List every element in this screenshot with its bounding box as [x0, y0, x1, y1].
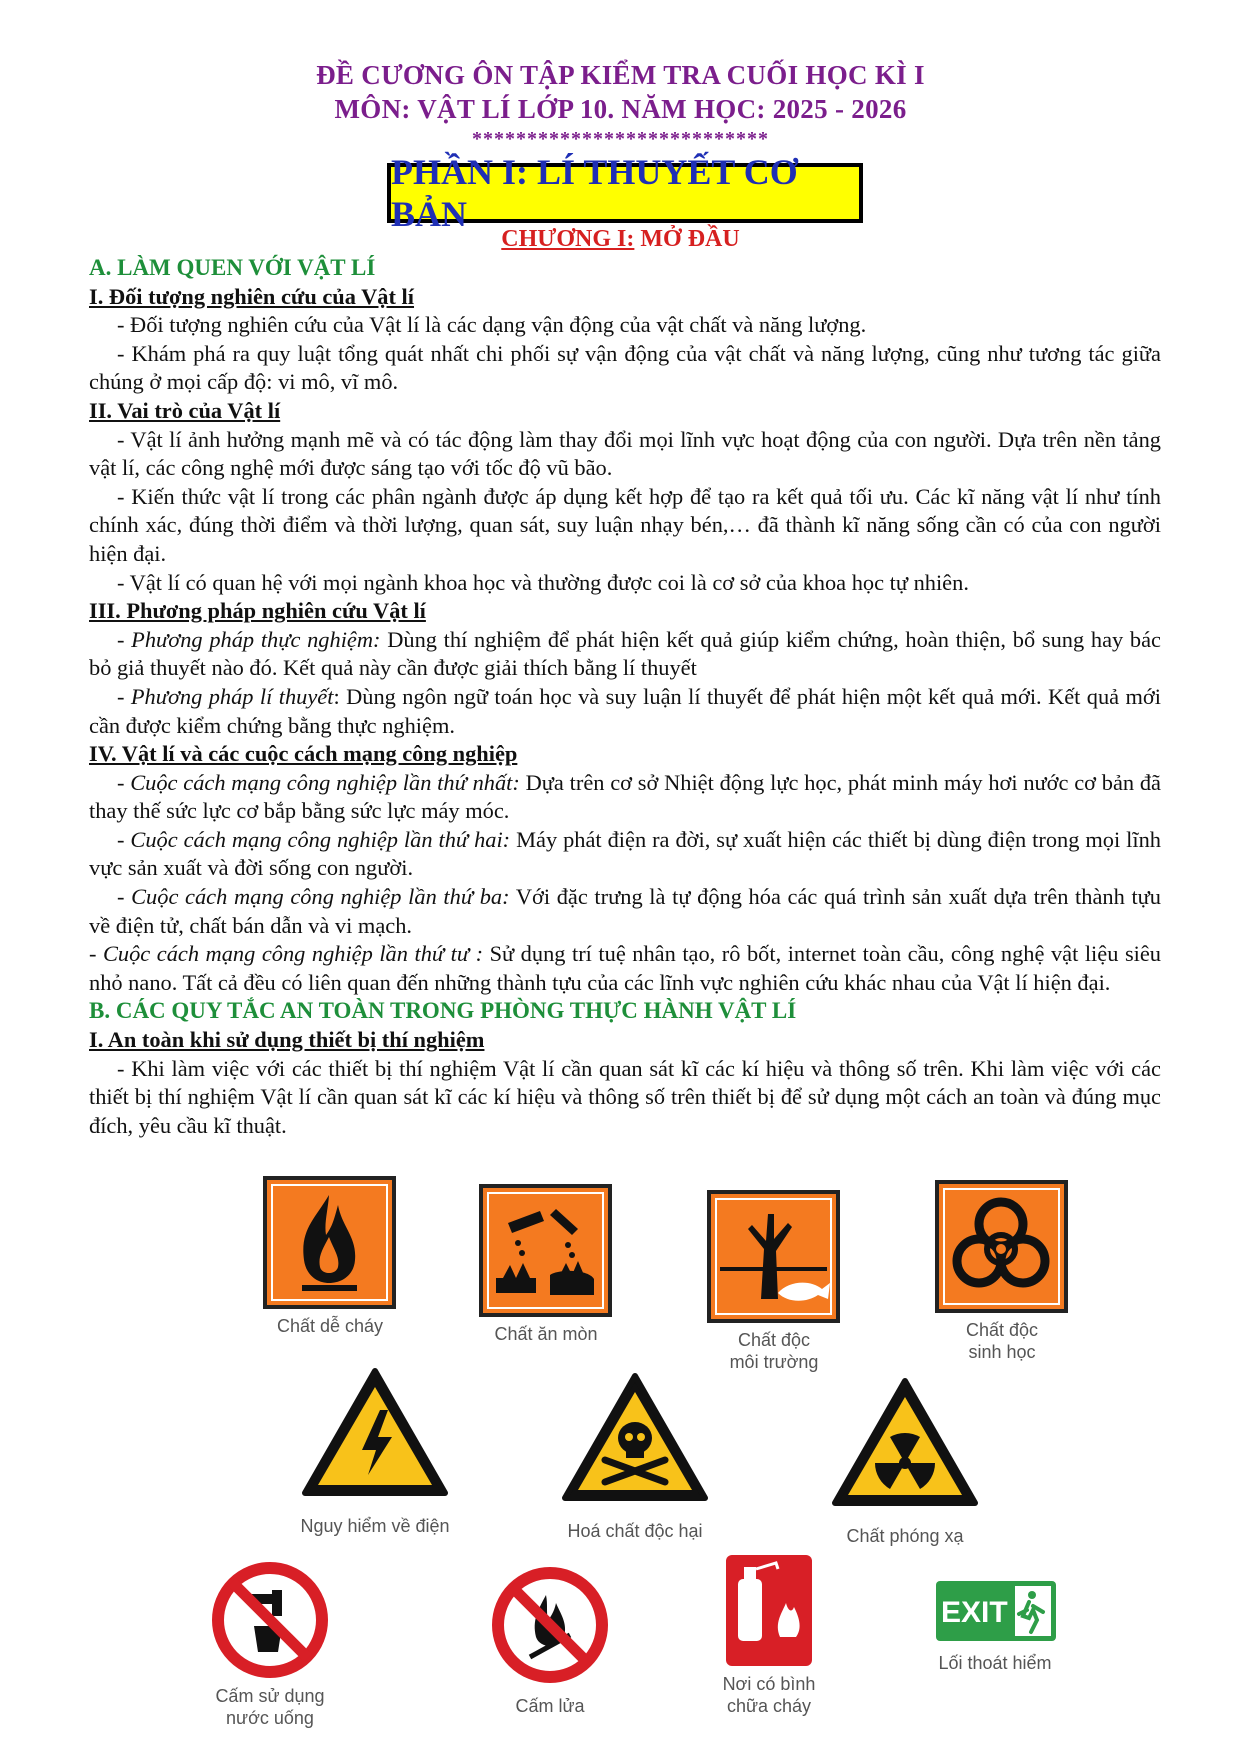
skull-crossbones-icon: [560, 1370, 710, 1505]
sign-caption: [674, 1329, 874, 1373]
env-toxic-sign: [706, 1189, 841, 1374]
definition: Máy phát điện ra đời, sự xuất hiện các thiết bị dùng điện trong mọi lĩnh vực sản xuất và đời sống con người.: [89, 826, 1162, 881]
chapter-label: CHƯƠNG I:: [501, 226, 635, 252]
no-fire-icon: [490, 1565, 610, 1685]
paragraph: [89, 826, 1161, 883]
section-a-2-title: II. Vai trò của Vật lí: [89, 397, 281, 423]
caption-line: Nơi có bình: [722, 1674, 816, 1694]
radioactive-sign: [830, 1375, 980, 1555]
section-a-1-title: I. Đối tượng nghiên cứu của Vật lí: [89, 283, 415, 309]
part-title: PHẦN I: LÍ THUYẾT CƠ BẢN: [391, 152, 798, 234]
section-a-4-title: IV. Vật lí và các cuộc cách mạng công nghiệp: [89, 741, 518, 767]
no-fire-sign: [490, 1565, 610, 1720]
doc-title-line2: MÔN: VẬT LÍ LỚP 10. NĂM HỌC: 2025 - 2026: [334, 94, 907, 124]
paragraph: [89, 626, 1161, 683]
term: - Cuộc cách mạng công nghiệp lần thứ tư :: [89, 941, 484, 967]
caption-line: sinh học: [968, 1342, 1036, 1362]
sign-caption: Cấm lửa: [515, 1696, 585, 1716]
sign-caption: [902, 1319, 1102, 1363]
exit-running-man-icon: [935, 1580, 1057, 1642]
exit-word: EXIT: [941, 1596, 1008, 1629]
part-title-box: [387, 152, 863, 234]
section-a-title: A. LÀM QUEN VỚI VẬT LÍ: [89, 255, 376, 280]
term: - Cuộc cách mạng công nghiệp lần thứ hai:: [117, 826, 511, 852]
extinguisher-sign: [722, 1553, 816, 1716]
caption-line: Chất độc: [737, 1330, 811, 1350]
caption-line: nước uống: [226, 1708, 314, 1728]
caption-line: Chất độc: [965, 1320, 1039, 1340]
body-text: [89, 254, 1161, 1140]
paragraph: - Kiến thức vật lí trong các phân ngành được áp dụng kết hợp để tạo ra kết quả tối ưu. Các kĩ năng vật lí như tính chính xác, đúng thời điểm và thời lượng, quan sát, suy luận nhạy bén,… đã thành kĩ năng sống cần có của con người hiện đại.: [89, 483, 1161, 566]
paragraph: [89, 883, 1161, 940]
stars-divider: ***************************: [472, 128, 769, 150]
section-b-title: B. CÁC QUY TẮC AN TOÀN TRONG PHÒNG THỰC HÀNH VẬT LÍ: [89, 998, 797, 1024]
dead-tree-fish-icon: [706, 1189, 841, 1324]
fire-extinguisher-icon: [724, 1553, 814, 1668]
paragraph: - Đối tượng nghiên cứu của Vật lí là các dạng vận động của vật chất và năng lượng.: [117, 312, 867, 338]
paragraph: - Khi làm việc với các thiết bị thí nghiệm Vật lí cần quan sát kĩ các kí hiệu và thông số trên. Khi làm việc với các thiết bị thí nghiệm Vật lí cần quan sát kĩ các kí hiệu và thông số trên thiết bị để sử dụng một cách an toàn và đúng mục đích, yêu cầu kĩ thuật.: [89, 1055, 1161, 1138]
sign-caption: Chất dễ cháy: [276, 1316, 384, 1336]
caption-line: môi trường: [729, 1352, 819, 1372]
flammable-sign: [262, 1175, 397, 1335]
sign-caption: Hoá chất độc hại: [567, 1521, 703, 1541]
sign-caption: Chất phóng xạ: [846, 1526, 964, 1546]
paragraph: - Khám phá ra quy luật tổng quát nhất chi phối sự vận động của vật chất và năng lượng, cũng như tương tác giữa chúng ở mọi cấp độ: vi mô, vĩ mô.: [89, 340, 1161, 395]
definition: Dựa trên cơ sở Nhiệt động lực học, phát minh máy hơi nước cơ bản đã thay thế sức lực cơ bắp bằng sức lực máy móc.: [89, 769, 1161, 824]
definition: Sử dụng trí tuệ nhân tạo, rô bốt, internet toàn cầu, công nghệ vật liệu siêu nhỏ nano. Tất cả đều có liên quan đến những thành tựu của các lĩnh vực nghiên cứu khác nhau của Vật lí hiện đại.: [89, 941, 1162, 995]
term: - Cuộc cách mạng công nghiệp lần thứ ba:: [117, 884, 510, 910]
paragraph: [89, 940, 1161, 997]
paragraph: [89, 683, 1161, 740]
paragraph: [89, 769, 1161, 826]
toxic-chemical-sign: [560, 1370, 710, 1550]
term: - Cuộc cách mạng công nghiệp lần thứ nhất:: [117, 769, 520, 795]
electric-hazard-sign: [300, 1365, 450, 1545]
safety-signs-figure: [0, 1175, 1241, 1728]
term: - Phương pháp thực nghiệm:: [117, 626, 381, 652]
sign-caption: Chất ăn mòn: [494, 1324, 598, 1344]
section-b-1-title: I. An toàn khi sử dụng thiết bị thí nghiệm: [89, 1027, 485, 1053]
chapter-name: MỞ ĐẦU: [634, 226, 740, 252]
sign-caption: [170, 1685, 370, 1729]
biohazard-sign: [934, 1179, 1069, 1364]
flame-icon: [262, 1175, 397, 1310]
radiation-icon: [830, 1375, 980, 1510]
sign-caption: Nguy hiểm về điện: [300, 1516, 450, 1536]
paragraph: - Vật lí ảnh hưởng mạnh mẽ và có tác động làm thay đổi mọi lĩnh vực hoạt động của con người. Dựa trên nền tảng vật lí, các công nghệ mới được sáng tạo với tốc độ vũ bão.: [89, 426, 1161, 481]
sign-caption: [669, 1673, 869, 1717]
doc-title-line1: ĐỀ CƯƠNG ÔN TẬP KIỂM TRA CUỐI HỌC KÌ I: [316, 60, 925, 90]
term: - Phương pháp lí thuyết: [117, 683, 334, 709]
chapter-heading: [0, 226, 1241, 253]
no-drinking-water-icon: [210, 1560, 330, 1680]
corrosive-icon: [478, 1183, 613, 1318]
corrosive-sign: [478, 1183, 613, 1343]
caption-line: chữa cháy: [726, 1696, 812, 1716]
caption-line: Cấm sử dụng: [215, 1686, 325, 1706]
biohazard-icon: [934, 1179, 1069, 1314]
exit-sign: [935, 1580, 1057, 1700]
no-drinking-water-sign: [210, 1560, 330, 1728]
paragraph: - Vật lí có quan hệ với mọi ngành khoa học và thường được coi là cơ sở của khoa học tự nhiên.: [117, 569, 969, 595]
definition: : Dùng ngôn ngữ toán học và suy luận lí thuyết để phát hiện một kết quả mới. Kết quả mới cần được kiểm chứng bằng thực nghiệm.: [89, 683, 1161, 738]
sign-caption: Lối thoát hiểm: [938, 1653, 1052, 1673]
lightning-icon: [300, 1365, 450, 1500]
section-a-3-title: III. Phương pháp nghiên cứu Vật lí: [89, 598, 426, 624]
definition: Với đặc trưng là tự động hóa các quá trình sản xuất dựa trên thành tựu về điện tử, chất bán dẫn và vi mạch.: [89, 884, 1162, 938]
definition: Dùng thí nghiệm để phát hiện kết quả giúp kiểm chứng, hoàn thiện, bổ sung hay bác bỏ giả thuyết nào đó. Kết quả này cần được giải thích bằng lí thuyết: [89, 626, 1161, 681]
